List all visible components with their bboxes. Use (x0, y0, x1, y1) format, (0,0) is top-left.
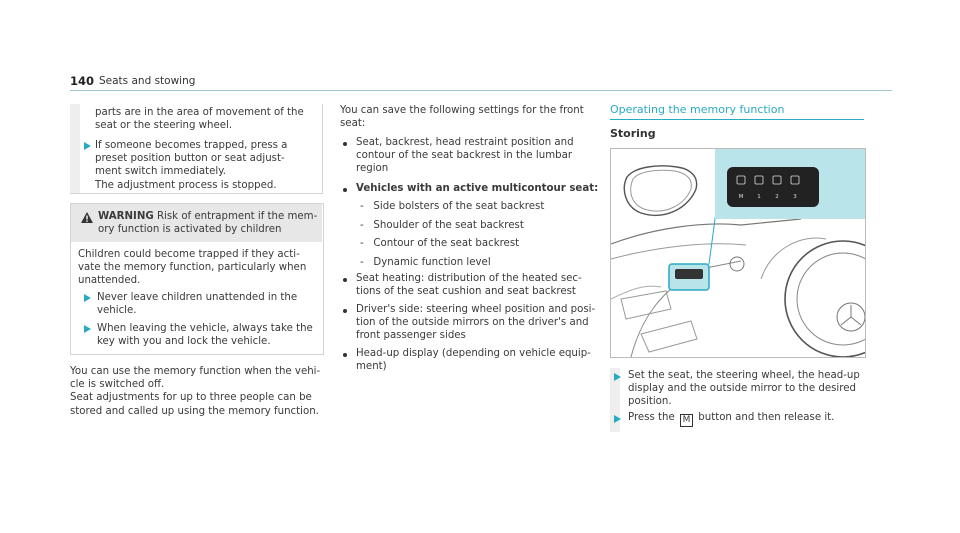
settings-intro: You can save the following settings for the front seat: (340, 105, 584, 130)
step-press-m: Press the M button and then release it. (628, 412, 835, 425)
step-set-position: Set the seat, the steering wheel, the head-up display and the outside mirror to the desired position. (628, 370, 860, 408)
bullet-dot (343, 353, 347, 357)
warning-heading: WARNING Risk of entrapment if the mem- ory function is activated by children (98, 211, 318, 236)
step-arrow-icon (84, 142, 91, 150)
header-rule (70, 90, 892, 91)
continued-step-bar (70, 104, 80, 193)
step-arrow-icon (614, 373, 621, 381)
subheading-storing: Storing (610, 127, 656, 140)
section-title: Operating the memory function (610, 103, 785, 116)
bullet-dot (343, 188, 347, 192)
section-rule (610, 119, 864, 120)
bullet-seat-position: Seat, backrest, head restraint position and contour of the seat backrest in the lumbar region (356, 137, 574, 175)
bullet-drivers-side: Driver's side: steering wheel position and posi- tion of the outside mirrors on the driver's and front passenger sides (356, 304, 596, 342)
bullet-seat-heating: Seat heating: distribution of the heated sec- tions of the seat cushion and seat backrest (356, 273, 582, 298)
bullet-dot (343, 278, 347, 282)
figure-key-1: 1 (757, 194, 761, 200)
memory-button-icon: M (680, 414, 693, 427)
bullet-head-up: Head-up display (depending on vehicle equip- ment) (356, 348, 591, 373)
step-arrow-icon (84, 294, 91, 302)
multicontour-sublist: - Side bolsters of the seat backrest - Shoulder of the seat backrest - Contour of the seat backrest - Dynamic function level (360, 201, 545, 268)
figure-key-2: 2 (775, 194, 779, 200)
warning-step-1: Never leave children unattended in the vehicle. (97, 292, 298, 317)
warning-body: Children could become trapped if they acti- vate the memory function, particularly when unattended. (78, 249, 307, 287)
figure-key-m: M (738, 194, 744, 200)
bullet-multicontour-title: Vehicles with an active multicontour seat: (356, 183, 599, 194)
door-panel-illustration (610, 148, 866, 358)
figure-key-3: 3 (793, 194, 797, 200)
running-header-title: Seats and stowing (99, 75, 196, 87)
trap-text: parts are in the area of movement of the seat or the steering wheel. (95, 107, 304, 132)
step-arrow-icon (84, 325, 91, 333)
bullet-dot (343, 309, 347, 313)
step-arrow-icon (614, 415, 621, 423)
trap-step-text: If someone becomes trapped, press a preset position button or seat adjust- ment switch immediately. The adjustment process is stopped. (95, 140, 288, 191)
page-number: 140 (70, 74, 95, 88)
bullet-dot (343, 142, 347, 146)
memory-intro-paragraph: You can use the memory function when the vehi- cle is switched off. Seat adjustments for up to three people can be stored and called up using the memory function. (70, 366, 321, 417)
warning-step-2: When leaving the vehicle, always take the key with you and lock the vehicle. (97, 323, 313, 348)
warning-label: WARNING (98, 211, 154, 222)
warning-triangle-icon (81, 212, 93, 223)
